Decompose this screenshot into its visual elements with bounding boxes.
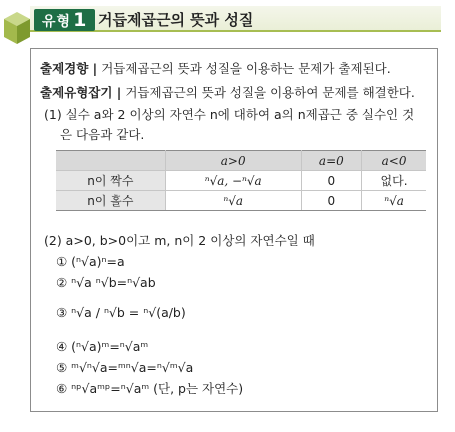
table-header-cell xyxy=(56,151,165,171)
trend-line xyxy=(40,60,391,77)
type-badge xyxy=(34,9,95,31)
section-header xyxy=(0,6,455,54)
item1-line1: (1) 실수 a와 2 이상의 자연수 n에 대하여 a의 n제곱근 중 실수인 것 xyxy=(44,107,415,122)
table-cell: ⁿ√a, −ⁿ√a xyxy=(165,171,301,191)
property-5: ⑤ ᵐ√ⁿ√a=ᵐⁿ√a=ⁿ√ᵐ√a xyxy=(56,360,194,375)
table-header-row xyxy=(56,151,426,171)
item1-line2: 은 다음과 같다. xyxy=(60,127,145,142)
item2-intro: (2) a>0, b>0이고 m, n이 2 이상의 자연수일 때 xyxy=(44,233,315,248)
table-header-cell: a=0 xyxy=(301,151,361,171)
property-4: ④ (ⁿ√a)ᵐ=ⁿ√aᵐ xyxy=(56,339,149,354)
property-3: ③ ⁿ√a / ⁿ√b = ⁿ√(a/b) xyxy=(56,305,186,320)
tip-text: 거듭제곱근의 뜻과 성질을 이용하여 문제를 해결한다. xyxy=(125,85,415,100)
table-cell: 0 xyxy=(301,191,361,211)
trend-label: 출제경향 | xyxy=(40,61,98,76)
table-header-cell: a<0 xyxy=(362,151,426,171)
tip-label: 출제유형잡기 | xyxy=(40,85,122,100)
table-row xyxy=(56,171,426,191)
table-cell: ⁿ√a xyxy=(165,191,301,211)
table-cell: ⁿ√a xyxy=(362,191,426,211)
section-title: 거듭제곱근의 뜻과 성질 xyxy=(98,11,254,29)
property-1: ① (ⁿ√a)ⁿ=a xyxy=(56,254,125,269)
tip-line xyxy=(40,84,415,101)
badge-number: 1 xyxy=(73,9,88,31)
property-2: ② ⁿ√a ⁿ√b=ⁿ√ab xyxy=(56,275,156,290)
table-header-cell: a>0 xyxy=(165,151,301,171)
cube-icon xyxy=(2,10,32,48)
table-row xyxy=(56,191,426,211)
property-6: ⑥ ⁿᵖ√aᵐᵖ=ⁿ√aᵐ (단, p는 자연수) xyxy=(56,381,244,396)
row-label: n이 홀수 xyxy=(56,191,165,211)
table-cell: 0 xyxy=(301,171,361,191)
table-cell: 없다. xyxy=(362,171,426,191)
badge-label: 유형 xyxy=(42,14,72,30)
row-label: n이 짝수 xyxy=(56,171,165,191)
root-table xyxy=(56,150,426,211)
content-box xyxy=(30,48,438,412)
trend-text: 거듭제곱근의 뜻과 성질을 이용하는 문제가 출제된다. xyxy=(101,61,391,76)
